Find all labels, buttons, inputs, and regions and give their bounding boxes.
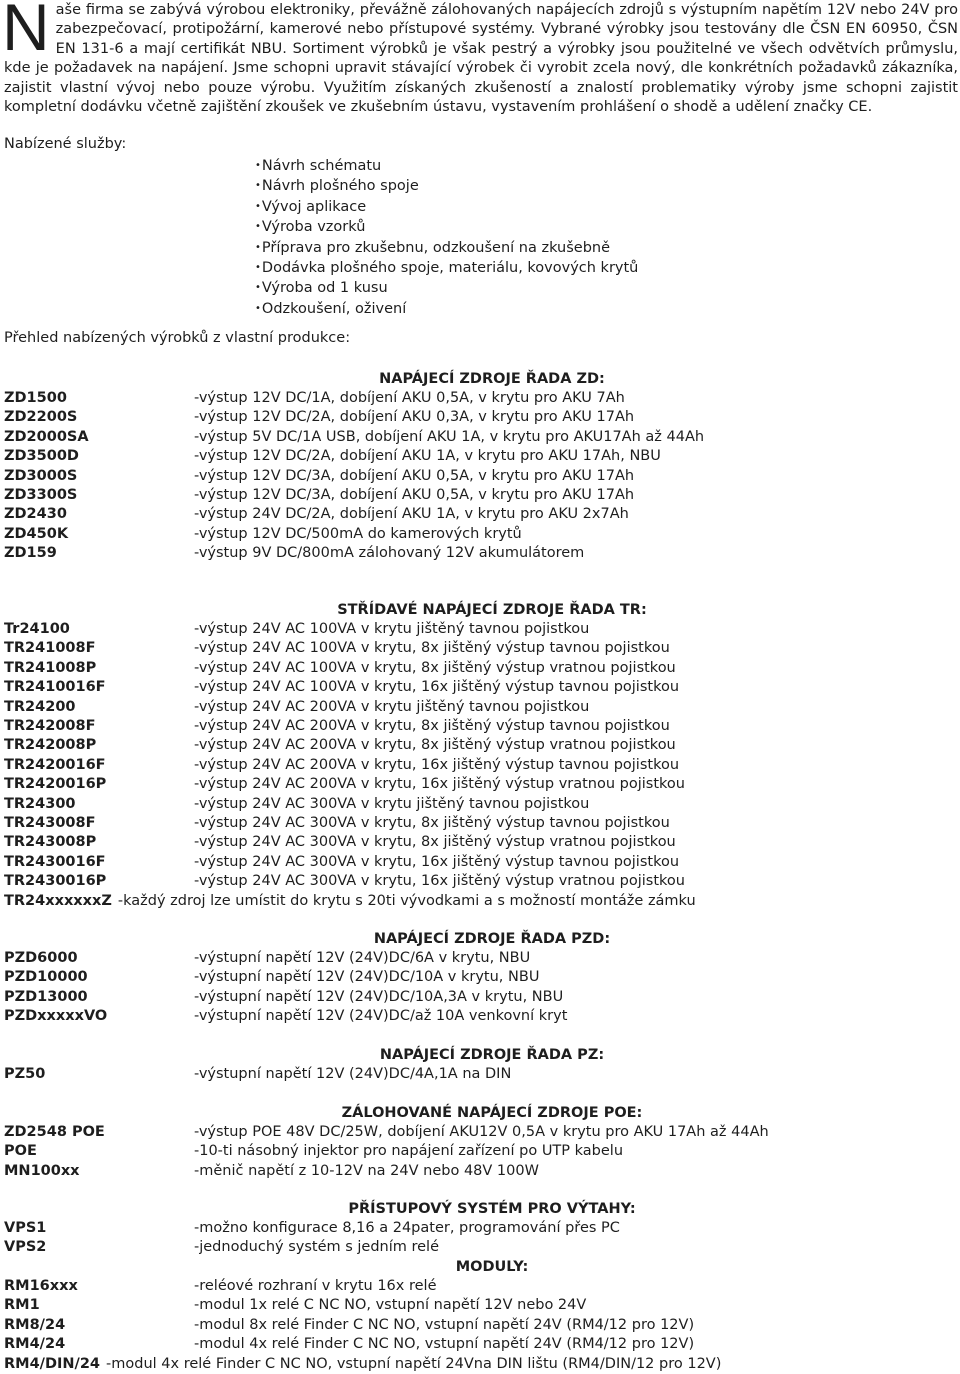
bullet-icon: • <box>255 221 261 233</box>
service-label: Návrh plošného spoje <box>261 178 419 195</box>
product-code: TR2420016P <box>4 776 107 793</box>
services-list <box>255 156 638 319</box>
product-description: -výstup 12V DC/2A, dobíjení AKU 1A, v krytu pro AKU 17Ah, NBU <box>194 448 661 465</box>
product-code: RM1 <box>4 1297 40 1314</box>
service-item <box>255 258 638 278</box>
product-description: -výstup 12V DC/3A, dobíjení AKU 0,5A, v krytu pro AKU 17Ah <box>194 487 635 503</box>
product-description: -výstup 24V AC 200VA v krytu, 8x jištěný výstup vratnou pojistkou <box>194 737 676 754</box>
service-label: Návrh schématu <box>261 158 382 174</box>
product-description: -výstup 24V AC 200VA v krytu jištěný tavnou pojistkou <box>194 698 590 715</box>
section-title: ZÁLOHOVANÉ NAPÁJECÍ ZDROJE POE: <box>341 1105 643 1121</box>
section-title: MODULY: <box>455 1259 529 1275</box>
product-code: PZ50 <box>4 1066 46 1082</box>
product-row <box>4 1316 954 1335</box>
product-description: -výstup 12V DC/2A, dobíjení AKU 0,3A, v krytu pro AKU 17Ah <box>194 409 635 426</box>
product-row <box>4 1162 954 1181</box>
product-row <box>4 833 954 852</box>
product-row <box>4 988 954 1007</box>
product-description: -výstup 24V AC 300VA v krytu jištěný tavnou pojistkou <box>194 795 590 812</box>
product-row <box>4 1007 954 1026</box>
product-row <box>4 505 954 524</box>
product-code: ZD3500D <box>4 448 79 465</box>
product-code: PZD13000 <box>4 988 88 1005</box>
product-code: TR24200 <box>4 698 76 715</box>
product-description: -výstupní napětí 12V (24V)DC/10A v krytu, NBU <box>194 969 540 986</box>
product-code: TR2410016F <box>4 679 106 696</box>
product-row <box>4 968 954 987</box>
product-code: RM16xxx <box>4 1278 78 1294</box>
product-description: -výstupní napětí 12V (24V)DC/10A,3A v krytu, NBU <box>194 988 564 1005</box>
product-code: POE <box>4 1143 37 1160</box>
product-row <box>4 717 954 736</box>
product-code: TR243008F <box>4 815 96 831</box>
service-label: Výroba od 1 kusu <box>261 280 388 297</box>
product-code: MN100xx <box>4 1162 80 1179</box>
product-row <box>4 1335 954 1354</box>
product-row <box>4 1238 954 1257</box>
product-code: PZD10000 <box>4 969 88 986</box>
section-title: STŘÍDAVÉ NAPÁJECÍ ZDROJE ŘADA TR: <box>337 602 647 618</box>
product-row <box>4 736 954 755</box>
product-description: -výstupní napětí 12V (24V)DC/6A v krytu, NBU <box>194 950 531 966</box>
product-description: -výstup 24V AC 300VA v krytu, 8x jištěný výstup tavnou pojistkou <box>194 815 670 831</box>
product-description: -výstup 9V DC/800mA zálohovaný 12V akumulátorem <box>194 545 585 562</box>
section-title: PŘÍSTUPOVÝ SYSTÉM PRO VÝTAHY: <box>348 1201 636 1217</box>
product-description: -výstupní napětí 12V (24V)DC/4A,1A na DIN <box>194 1066 512 1082</box>
product-description: -modul 4x relé Finder C NC NO, vstupní napětí 24Vna DIN lištu (RM4/DIN/12 pro 12V) <box>106 1355 722 1372</box>
product-row <box>4 408 954 427</box>
product-code: ZD3300S <box>4 487 78 503</box>
product-code: TR2430016F <box>4 853 106 870</box>
service-label: Příprava pro zkušebnu, odzkoušení na zkušebně <box>261 239 611 256</box>
product-code: VPS1 <box>4 1220 47 1236</box>
product-row <box>4 892 954 911</box>
product-row <box>4 1065 954 1084</box>
product-code: ZD2200S <box>4 409 78 426</box>
product-description: -výstup 24V AC 300VA v krytu, 16x jištěný výstup tavnou pojistkou <box>194 853 680 870</box>
product-row <box>4 1123 954 1142</box>
drop-cap-letter: N <box>2 0 50 64</box>
product-row <box>4 1219 954 1238</box>
product-code: ZD1500 <box>4 390 67 406</box>
product-code: ZD159 <box>4 545 57 562</box>
product-description: -modul 8x relé Finder C NC NO, vstupní napětí 24V (RM4/12 pro 12V) <box>194 1316 695 1333</box>
product-row <box>4 1355 954 1374</box>
bullet-icon: • <box>255 160 261 171</box>
product-row <box>4 620 954 639</box>
product-code: ZD450K <box>4 525 69 542</box>
bullet-icon: • <box>255 200 261 212</box>
product-row <box>4 467 954 486</box>
section-title: NAPÁJECÍ ZDROJE ŘADA PZ: <box>379 1047 605 1063</box>
service-item <box>255 176 638 196</box>
product-row <box>4 853 954 872</box>
product-code: VPS2 <box>4 1239 47 1256</box>
product-row <box>4 775 954 794</box>
bullet-icon: • <box>255 262 261 274</box>
product-code: Tr24100 <box>4 621 70 637</box>
product-description: -výstup 24V AC 100VA v krytu, 16x jištěný výstup tavnou pojistkou <box>194 679 680 696</box>
product-description: -výstup POE 48V DC/25W, dobíjení AKU12V 0,5A v krytu pro AKU 17Ah až 44Ah <box>194 1124 769 1140</box>
product-code: ZD2430 <box>4 506 67 523</box>
product-description: -výstup 24V AC 100VA v krytu, 8x jištěný výstup vratnou pojistkou <box>194 659 676 676</box>
product-description: -jednoduchý systém s jedním relé <box>194 1239 440 1256</box>
product-row <box>4 486 954 505</box>
product-code: TR241008P <box>4 659 97 676</box>
product-description: -každý zdroj lze umístit do krytu s 20ti vývodkami a s možností montáže zámku <box>117 892 696 909</box>
product-row <box>4 1277 954 1296</box>
product-row <box>4 872 954 891</box>
section-title: NAPÁJECÍ ZDROJE ŘADA PZD: <box>373 931 611 947</box>
product-description: -výstup 24V AC 200VA v krytu, 8x jištěný výstup tavnou pojistkou <box>194 718 670 734</box>
product-row <box>4 795 954 814</box>
product-code: TR241008F <box>4 640 96 657</box>
service-item <box>255 299 638 319</box>
product-code: ZD2548 POE <box>4 1124 105 1140</box>
product-description: -modul 1x relé C NC NO, vstupní napětí 12V nebo 24V <box>194 1297 587 1314</box>
product-row <box>4 814 954 833</box>
product-row <box>4 678 954 697</box>
services-label: Nabízené služby: <box>4 136 127 152</box>
service-label: Výroba vzorků <box>261 219 366 236</box>
product-code: RM8/24 <box>4 1316 66 1333</box>
product-description: -výstup 5V DC/1A USB, dobíjení AKU 1A, v krytu pro AKU17Ah až 44Ah <box>194 428 705 445</box>
product-row <box>4 544 954 563</box>
product-description: -možno konfigurace 8,16 a 24pater, programování přes PC <box>194 1220 620 1236</box>
product-code: RM4/DIN/24 <box>4 1355 101 1372</box>
product-code: TR2420016F <box>4 756 106 773</box>
service-item <box>255 156 638 176</box>
bullet-icon: • <box>255 282 261 294</box>
product-description: -modul 4x relé Finder C NC NO, vstupní napětí 24V (RM4/12 pro 12V) <box>194 1336 695 1353</box>
product-row <box>4 1142 954 1161</box>
product-description: -výstup 24V AC 200VA v krytu, 16x jištěný výstup vratnou pojistkou <box>194 776 685 793</box>
product-code: PZD6000 <box>4 950 78 966</box>
product-code: TR24300 <box>4 795 76 812</box>
service-label: Odzkoušení, oživení <box>261 300 407 317</box>
product-description: -výstup 24V AC 300VA v krytu, 8x jištěný výstup vratnou pojistkou <box>194 834 676 851</box>
product-row <box>4 949 954 968</box>
product-description: -výstup 24V AC 200VA v krytu, 16x jištěný výstup tavnou pojistkou <box>194 756 680 773</box>
product-description: -výstup 24V AC 100VA v krytu, 8x jištěný výstup tavnou pojistkou <box>194 640 670 657</box>
bullet-icon: • <box>255 180 261 192</box>
product-code: TR242008P <box>4 737 97 754</box>
product-code: ZD3000S <box>4 467 78 484</box>
intro-paragraph: aše firma se zabývá výrobou elektroniky, převážně zálohovaných napájecích zdrojů s výstupním napětím 12V nebo 24V pro zabezpečovací, protipožární, kamerové nebo přístupové systémy. Vybrané výrobky jsou testovány dle ČSN EN 60950, ČSN EN 131-6 a mají certifikát NBU. Sortiment výrobků je však pestrý a výrobky jsou použitelné ve všech odvětvích průmyslu, kde je požadavek na napájení. Jsme schopni upravit stávající výrobek či vyrobit zcela nový, dle konkrétních požadavků zákazníka, zajistit vlastní vývoj nebo pouze výrobu. Využitím získaných zkušeností a znalostí problematiky výroby jsme schopni zajistit kompletní dodávku včetně zajištění zkoušek ve zkušebním ústavu, vystavením prohlášení o shodě a udělení značky CE. <box>4 2 958 116</box>
product-description: -10-ti násobný injektor pro napájení zařízení po UTP kabelu <box>194 1143 624 1160</box>
product-description: -výstup 24V DC/2A, dobíjení AKU 1A, v krytu pro AKU 2x7Ah <box>194 506 629 523</box>
product-code: TR24xxxxxxZ <box>4 892 112 909</box>
product-row <box>4 639 954 658</box>
product-description: -výstup 12V DC/500mA do kamerových krytů <box>194 525 522 542</box>
product-description: -reléové rozhraní v krytu 16x relé <box>194 1278 437 1294</box>
product-description: -výstup 12V DC/3A, dobíjení AKU 0,5A, v krytu pro AKU 17Ah <box>194 467 635 484</box>
product-code: TR242008F <box>4 718 96 734</box>
product-description: -výstupní napětí 12V (24V)DC/až 10A venkovní kryt <box>194 1008 568 1025</box>
product-row <box>4 756 954 775</box>
product-code: RM4/24 <box>4 1336 66 1353</box>
product-row <box>4 698 954 717</box>
service-item <box>255 217 638 237</box>
product-row <box>4 447 954 466</box>
bullet-icon: • <box>255 241 261 253</box>
product-description: -měnič napětí z 10-12V na 24V nebo 48V 100W <box>194 1162 539 1179</box>
bullet-icon: • <box>255 302 261 314</box>
product-row <box>4 428 954 447</box>
intro-block <box>4 1 958 117</box>
product-code: TR2430016P <box>4 873 107 890</box>
product-row <box>4 1296 954 1315</box>
product-row <box>4 389 954 408</box>
product-description: -výstup 24V AC 100VA v krytu jištěný tavnou pojistkou <box>194 621 590 637</box>
product-row <box>4 659 954 678</box>
product-description: -výstup 24V AC 300VA v krytu, 16x jištěný výstup vratnou pojistkou <box>194 873 685 890</box>
product-row <box>4 525 954 544</box>
service-item <box>255 197 638 217</box>
service-label: Dodávka plošného spoje, materiálu, kovových krytů <box>261 260 639 277</box>
product-code: TR243008P <box>4 834 97 851</box>
section-title: NAPÁJECÍ ZDROJE ŘADA ZD: <box>379 371 605 387</box>
product-code: ZD2000SA <box>4 428 89 445</box>
service-item <box>255 278 638 298</box>
product-description: -výstup 12V DC/1A, dobíjení AKU 0,5A, v krytu pro AKU 7Ah <box>194 390 625 406</box>
products-overview-label: Přehled nabízených výrobků z vlastní produkce: <box>4 330 351 346</box>
service-label: Vývoj aplikace <box>261 198 367 215</box>
product-code: PZDxxxxxVO <box>4 1008 108 1025</box>
service-item <box>255 238 638 258</box>
